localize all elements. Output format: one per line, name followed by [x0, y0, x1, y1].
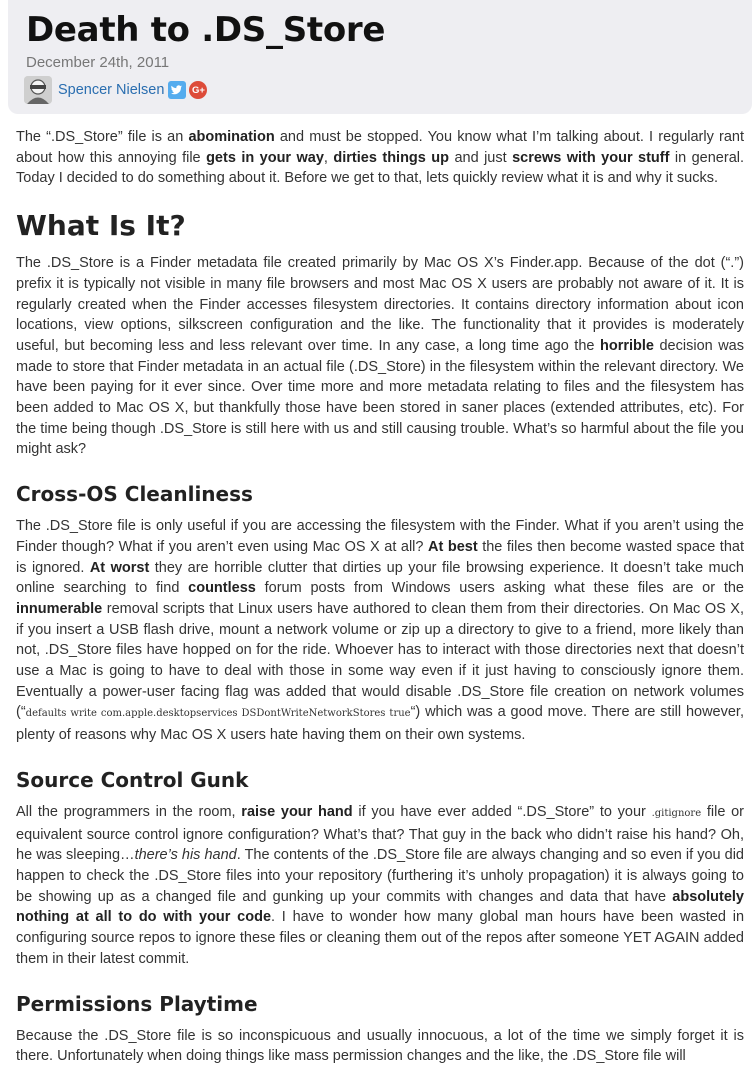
author-link[interactable]: Spencer Nielsen [58, 82, 165, 98]
paragraph-text: The “.DS_Store” file is an [16, 129, 189, 145]
what-is-it-paragraph [16, 253, 744, 460]
paragraph-text: “) which was a good move. There are still however, plenty of reasons why Mac OS X users hate having them on their own systems. [16, 704, 744, 744]
italic-text: there’s his hand [134, 847, 237, 864]
permissions-paragraph [16, 1026, 744, 1067]
paragraph-text: in general. Today I decided to do something about it. Before we get to that, lets quickly review what it is and why it sucks. [16, 149, 745, 187]
emphasis-text: innumerable [16, 600, 103, 617]
emphasis-text: countless [188, 580, 256, 597]
paragraph-text: , [323, 149, 334, 166]
heading-cross-os-cleanliness: Cross-OS Cleanliness [16, 482, 253, 507]
article-body [16, 127, 744, 1082]
emphasis-text: raise your hand [241, 803, 353, 820]
heading-source-control-gunk: Source Control Gunk [16, 767, 249, 792]
paragraph-text: decision was made to store that Finder metadata in an actual file (.DS_Store) in the filesystem within the relevant directory. We have been paying for it ever since. Over time more and more metadata relating to files and the filesystem has been added to Mac OS X, but thankfully those have been stored in saner places (extended attributes, etc). For the time being though .DS_Store is still here with us and still causing trouble. What’s so harmful about the file you might ask? [16, 337, 745, 458]
author-avatar[interactable] [24, 76, 52, 104]
paragraph-text: forum posts from Windows users asking what these files are or the [255, 580, 744, 597]
avatar-icon [24, 76, 52, 104]
paragraph-text: file or equivalent source control ignore configuration? What’s that? That guy in the back who didn’t raise his hand? Oh, he was sleeping… [16, 803, 744, 864]
emphasis-text: dirties things up [333, 149, 450, 166]
emphasis-text: screws with your stuff [512, 149, 670, 166]
paragraph-text: . The contents of the .DS_Store file are always changing and so even if you did happen to check the .DS_Store files into your repository (furthering it’s unholy propagation) it is always going to be showing up as a changed file and gunking up your commits with changes and data that have [16, 847, 744, 905]
paragraph-text: All the programmers in the room, [16, 803, 242, 820]
paragraph-text: and must be stopped. You know what I’m talking about. I regularly rant about how this annoying file [16, 129, 744, 166]
post-header [8, 0, 752, 114]
paragraph-text: The .DS_Store is a Finder metadata file created primarily by Mac OS X’s Finder.app. Because of the dot (“.”) prefix it is typically not visible in many file browsers and most Mac OS X users are probably not aware of it. It is regularly created when the Finder accesses filesystem directories. It contains directory information about icon locations, view options, silkscreen configuration and the like. The functionality that it provides is moderately useful, but becoming less and less relevant over time. In any case, a long time ago the [16, 255, 744, 354]
code-text: .gitignore [651, 807, 702, 819]
post-date: December 24th, 2011 [26, 54, 170, 71]
intro-paragraph [16, 127, 744, 189]
emphasis-text: At worst [89, 559, 150, 576]
code-text: defaults write com.apple.desktopservices DSDontWriteNetworkStores true [25, 708, 411, 720]
twitter-icon[interactable] [168, 81, 186, 99]
paragraph-text: Because the .DS_Store file is so inconspicuous and usually innocuous, a lot of the time we simply forget it is there. Unfortunately when doing things like mass permission changes and the like, the .DS_Store file will [16, 1027, 744, 1065]
paragraph-text: The .DS_Store file is only useful if you are accessing the filesystem with the Finder. What if you aren’t using the Finder though? What if you aren’t even using Mac OS X at all? [16, 518, 744, 555]
emphasis-text: At best [428, 538, 478, 555]
page-title: Death to .DS_Store [26, 10, 386, 50]
paragraph-text: and just [449, 149, 513, 166]
emphasis-text: abomination [188, 129, 275, 145]
paragraph-text: . I have to wonder how many global man hours have been wasted in configuring source repos to ignore these files or cleaning them out of the repos after someone YET AGAIN added them in their latest commit. [16, 909, 745, 967]
emphasis-text: gets in your way [206, 149, 324, 166]
cross-os-paragraph [16, 516, 744, 746]
paragraph-text: if you have ever added “.DS_Store” to your [352, 803, 652, 820]
emphasis-text: horrible [599, 337, 654, 354]
source-control-paragraph [16, 802, 744, 970]
heading-permissions-playtime: Permissions Playtime [16, 991, 258, 1016]
author-byline [24, 76, 207, 104]
heading-what-is-it: What Is It? [16, 209, 186, 243]
paragraph-text: the files then become wasted space that is ignored. [16, 538, 744, 576]
emphasis-text: absolutely nothing at all to do with your code [16, 888, 744, 926]
paragraph-text: removal scripts that Linux users have authored to clean them from their directories. On Mac OS X, if you insert a USB flash drive, mount a network volume or zip up a directory to give to a friend, more likely than not, .DS_Store files have hopped on for the ride. Whoever has to interact with those directories next that doesn’t use a Mac is going to have to deal with those in some way even if it just having to consciously ignore them. Eventually a power-user facing flag was added that would disable .DS_Store file creation on network volumes (“ [16, 600, 744, 721]
google-plus-icon[interactable]: G+ [189, 81, 207, 99]
paragraph-text: they are horrible clutter that dirties up your file browsing experience. It doesn’t take much online searching to find [16, 559, 745, 597]
